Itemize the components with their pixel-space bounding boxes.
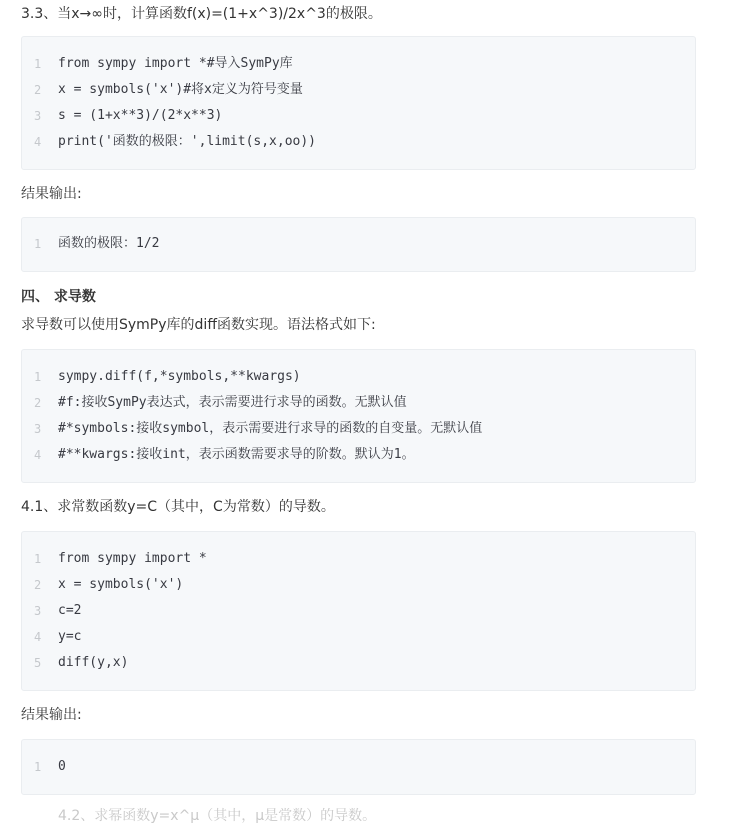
code-block-result-limit	[21, 217, 696, 272]
code-text: c=2	[58, 603, 82, 618]
code-text: x = symbols('x')	[58, 577, 184, 592]
code-block-result-derivative	[21, 739, 696, 795]
code-text: print('函数的极限：',limit(s,x,oo))	[58, 134, 317, 149]
line-number: 5	[34, 656, 42, 670]
code-text: y=c	[58, 629, 82, 644]
code-text: s = (1+x**3)/(2*x**3)	[58, 108, 223, 123]
line-number: 3	[34, 604, 42, 618]
code-text: 函数的极限：1/2	[58, 236, 160, 251]
line-number: 1	[34, 57, 42, 71]
line-number: 1	[34, 237, 42, 251]
line-number: 1	[34, 760, 42, 774]
line-number: 1	[34, 370, 42, 384]
section-3-3-title: 3.3、当x→∞时，计算函数f(x)=(1+x^3)/2x^3的极限。	[21, 6, 382, 22]
section-4-heading: 四、 求导数	[21, 289, 96, 305]
code-text: x = symbols('x')#将x定义为符号变量	[58, 82, 303, 97]
line-number: 3	[34, 109, 42, 123]
code-block-constant-derivative	[21, 531, 696, 691]
code-text: #*symbols:接收symbol，表示需要进行求导的函数的自变量。无默认值	[58, 421, 483, 436]
code-text: #**kwargs:接收int，表示函数需要求导的阶数。默认为1。	[58, 447, 415, 462]
code-text: from sympy import *	[58, 551, 207, 566]
code-block-limit	[21, 36, 696, 170]
code-text: sympy.diff(f,*symbols,**kwargs)	[58, 369, 301, 384]
result-label: 结果输出:	[21, 707, 82, 723]
line-number: 2	[34, 578, 42, 592]
result-label: 结果输出:	[21, 186, 82, 202]
line-number: 3	[34, 422, 42, 436]
code-text: from sympy import *#导入SymPy库	[58, 56, 293, 71]
line-number: 4	[34, 448, 42, 462]
line-number: 4	[34, 630, 42, 644]
line-number: 4	[34, 135, 42, 149]
code-text: 0	[58, 759, 66, 774]
line-number: 2	[34, 83, 42, 97]
line-number: 2	[34, 396, 42, 410]
line-number: 1	[34, 552, 42, 566]
cut-off-heading: 4.2、求幂函数y=x^μ（其中，μ是常数）的导数。	[58, 808, 377, 824]
code-block-diff-syntax	[21, 349, 696, 483]
code-text: #f:接收SymPy表达式，表示需要进行求导的函数。无默认值	[58, 395, 407, 410]
section-4-1-title: 4.1、求常数函数y=C（其中，C为常数）的导数。	[21, 499, 335, 515]
code-text: diff(y,x)	[58, 655, 129, 670]
section-4-intro: 求导数可以使用SymPy库的diff函数实现。语法格式如下:	[21, 317, 376, 333]
